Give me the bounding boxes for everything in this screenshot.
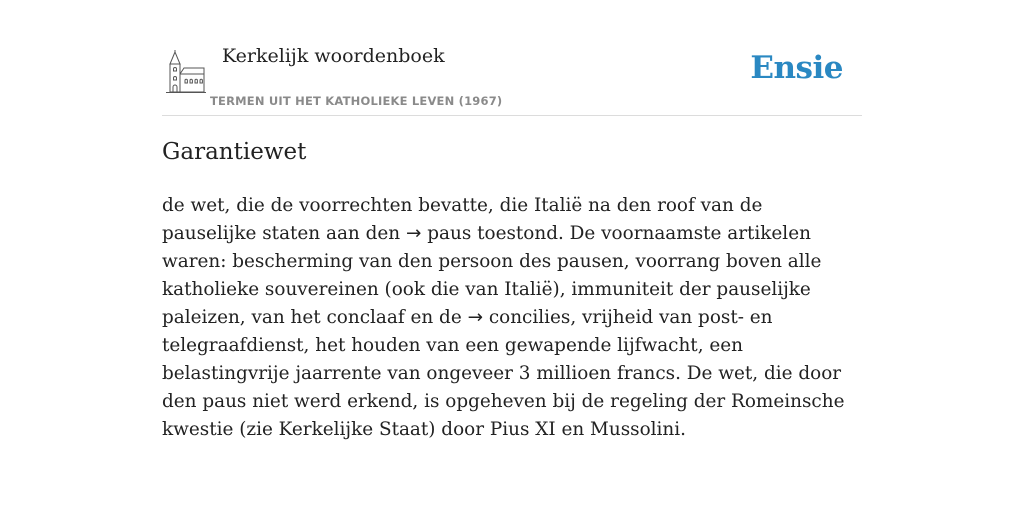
ensie-logo-link[interactable]: Ensie <box>750 50 843 86</box>
body-text: , vrijheid van post- en telegraafdienst, het houden van een gewapende lijfwacht, een belastingvrije jaarrente van ongeveer 3 millioen francs. De wet, die door den paus niet werd erkend, is opgeheven bij de regeling der Romeinsche kwestie (zie Kerkelijke Staat) door Pius XI en Mussolini. <box>162 307 845 440</box>
crossref-link-paus[interactable]: paus <box>427 223 472 244</box>
arrow-right-icon: → <box>467 307 483 328</box>
body-text: toestond. De voornaamste artikelen waren: bescherming van den persoon des pausen, voorrang boven alle katholieke souvereinen (ook die van Italië), immuniteit der pauselijke paleizen, van het conclaaf en de <box>162 223 822 328</box>
arrow-right-icon: → <box>405 223 422 244</box>
body-text: de wet, die de voorrechten bevatte, die Italië na den roof van de pauselijke staten aan den <box>162 195 763 244</box>
site-header <box>162 0 862 116</box>
church-icon[interactable] <box>166 50 206 94</box>
entry-body <box>162 192 862 444</box>
entry-title: Garantiewet <box>162 139 307 165</box>
page <box>162 0 862 440</box>
site-title[interactable]: Kerkelijk woordenboek <box>222 45 445 67</box>
crossref-link-concilies[interactable]: concilies <box>488 307 571 328</box>
site-subtitle: TERMEN UIT HET KATHOLIEKE LEVEN (1967) <box>210 94 503 108</box>
